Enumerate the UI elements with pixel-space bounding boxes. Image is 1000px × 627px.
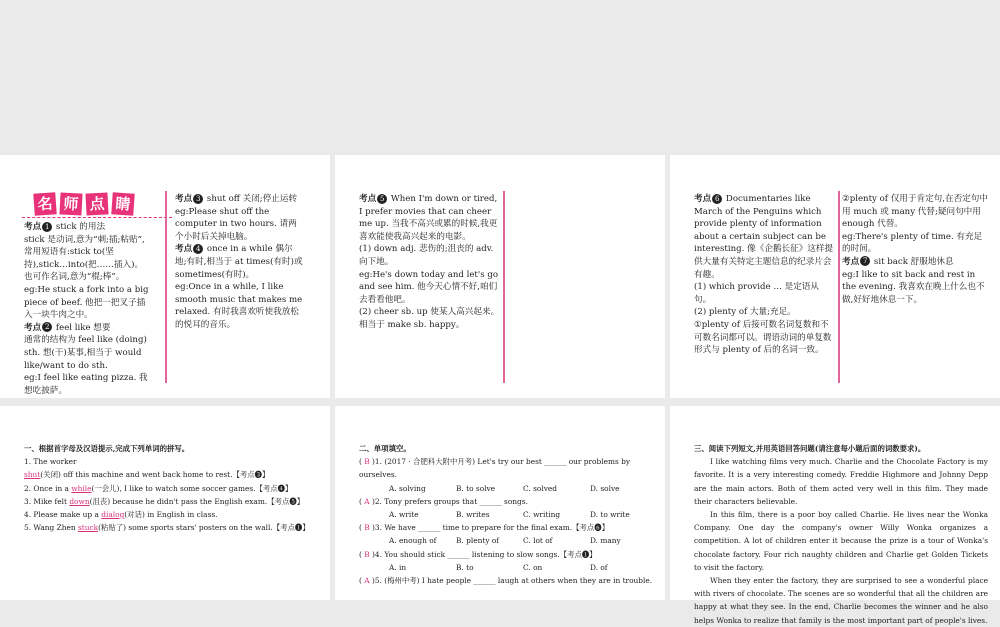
point-text: stick 是动词,意为“刺;插;粘贴”,常用短语有:stick to(坚持),stick…into(把……插入)。也可作名词,意为“棍;棒”。 [24,234,145,283]
point-text: (2) cheer sb. up 使某人高兴起来。相当于 make sb. happy。 [359,307,500,330]
point-heading: 考点 6 Documentaries like March of the Penguins which provide plenty of information about a certain subject can be interesting. 像《企鹅长征》这样提供大量有关特定主题信息的纪录片会有趣。 [694,194,834,280]
badge-underline [22,217,172,218]
point-example: eg:I feel like eating pizza. 我想吃披萨。 [24,373,148,396]
answer-mark[interactable]: B [364,457,370,467]
tips-right-column [175,193,303,332]
tips-right-column [842,193,988,306]
question-item: ( B )1. (2017 · 合肥科大附中月考) Let's try our best ______ our problems by ourselves. [359,457,631,480]
question-item: 3. Mike felt down(沮丧) because he didn't pass the English exam.【考点❺】 [24,496,305,506]
point-heading: 考点 4 once in a while 偶尔地;有时,相当于 at times(有时)或 sometimes(有时)。 [175,244,303,280]
tips-left-column [694,193,834,357]
point-text: 通常的结构为 feel like (doing) sth. 想(干)某事,相当于 would like/want to do sth. [24,335,147,371]
point-text: (1) down adj. 悲伤的;沮丧的 adv. 向下地。 [359,244,494,267]
badge-char: 名 [33,192,56,215]
answer-blank[interactable]: while [71,483,92,493]
answer-blank[interactable]: down [69,496,90,506]
question-item: ( B )3. We have ______ time to prepare for the final exam.【考点❻】 [359,523,610,533]
panel-tips-1 [0,155,330,398]
section-title: 一、根据首字母及汉语提示,完成下列单词的拼写。 [24,444,190,453]
section-title: 三、阅读下列短文,并用英语回答问题(请注意每小题后面的词数要求)。 [694,444,926,453]
tips-column [359,193,501,332]
point-heading: 考点 2 feel like 想要 [24,322,111,333]
question-item: 5. Wang Zhen stuck(粘贴了) some sports stars' posters on the wall.【考点❶】 [24,523,310,533]
question-item: 4. Please make up a dialog(对话) in English in class. [24,510,218,520]
tips-left-column [24,221,150,397]
reading-paragraph: I like watching films very much. Charlie and the Chocolate Factory is my favorite. It is a very interesting comedy. Freddie Highmore and Johnny Depp are the main actors. Both of them acted very well in this film. They made their characters believable. [694,457,988,506]
point-example: eg:I like to sit back and rest in the evening. 我喜欢在晚上什么也不做,好好地休息一下。 [842,269,985,305]
section-title: 二、单项填空。 [359,444,411,453]
point-text: (1) which provide … 是定语从句。 [694,282,820,305]
panel-exercise-choice [335,406,665,600]
question-item: 2. Once in a while(一会儿), I like to watch some soccer games.【考点❹】 [24,483,293,493]
answer-mark[interactable]: A [364,496,370,506]
point-text: ①plenty of 后接可数名词复数和不可数名词都可以。谓语动词的单复数形式与 plenty of 后的名词一致。 [694,319,832,356]
answer-mark[interactable]: B [364,523,370,533]
divider-bar [503,191,505,383]
options-row: A. solving B. to solve C. solved D. solve [389,483,620,493]
reading-paragraph: In this film, there is a poor boy called Charlie. He lives near the Wonka Company. One day the company's owner Willy Wonka organizes a competition. A lot of children enter it because the prize is a tour of Wonka's chocolate factory. Four rich naughty children and Charlie get Golden Tickets to visit the factory. [694,510,988,572]
point-heading: 考点 3 shut off 关闭;停止运转 [175,194,298,204]
options-row: A. enough of B. plenty of C. lot of D. many [389,536,621,546]
panel-tips-3 [670,155,1000,398]
panel-tips-2 [335,155,665,398]
point-text: ②plenty of 仅用于肯定句,在否定句中用 much 或 many 代替;疑问句中用 enough 代替。 [842,194,988,230]
spelling-section [24,442,322,534]
reading-paragraph: When they enter the factory, they are surprised to see a wonderful place with rivers of chocolate. The scenes are so wonderful that all the children are happy at what they see. In the end, Charlie becomes the winner and he also helps Wonka to realize that family is the most important part of people's lives. [694,576,988,625]
answer-mark[interactable]: B [364,549,370,559]
point-heading: 考点 5 When I'm down or tired, I prefer movies that can cheer me up. 当我不高兴或累的时候,我更喜欢能使我高兴起来的电影。 [359,194,498,242]
point-heading: 考点 1 stick 的用法 [24,222,106,232]
point-example: eg:He's down today and let's go and see him. 他今天心情不好,咱们去看看他吧。 [359,269,499,305]
choice-section [359,442,657,587]
question-item: ( B )4. You should stick ______ listening to slow songs.【考点❶】 [359,549,597,559]
answer-blank[interactable]: stuck [77,523,99,533]
point-example: eg:Please shut off the computer in two hours. 请两个小时后关掉电脑。 [175,206,297,242]
point-example: eg:He stuck a fork into a big piece of beef. 他把一把叉子插入一块牛肉之中。 [24,284,149,321]
answer-mark[interactable]: A [364,576,370,586]
answer-blank[interactable]: shut [24,470,41,480]
badge-char: 睛 [111,192,134,215]
options-row: A. in B. to C. on D. of [389,562,608,572]
point-text: (2) plenty of 大量;充足。 [694,307,796,318]
reading-section [694,442,988,627]
panel-exercise-spelling [0,406,330,600]
point-heading: 考点 7 sit back 舒服地休息 [842,256,954,267]
divider-bar [165,191,167,383]
answer-blank[interactable]: dialog [101,510,125,520]
options-row: A. write B. writes C. writing D. to write [389,510,630,520]
question-item: ( A )2. Tony prefers groups that ______ songs. [359,496,528,506]
point-example: eg:Once in a while, I like smooth music that makes me relaxed. 有时我喜欢听使我放松的悦耳的音乐。 [175,282,303,330]
badge-char: 点 [85,192,108,215]
badge-char: 师 [59,192,82,215]
point-example: eg:There's plenty of time. 有充足的时间。 [842,231,983,255]
divider-bar [838,191,840,383]
panel-exercise-reading [670,406,1000,625]
question-item: 1. The worker shut(关闭) off this machine and went back home to rest.【考点❸】 [24,457,270,480]
famous-teacher-badge [22,193,152,219]
question-item: ( A )5. (梅州中考) I hate people ______ laugh at others when they are in trouble. [359,576,653,586]
